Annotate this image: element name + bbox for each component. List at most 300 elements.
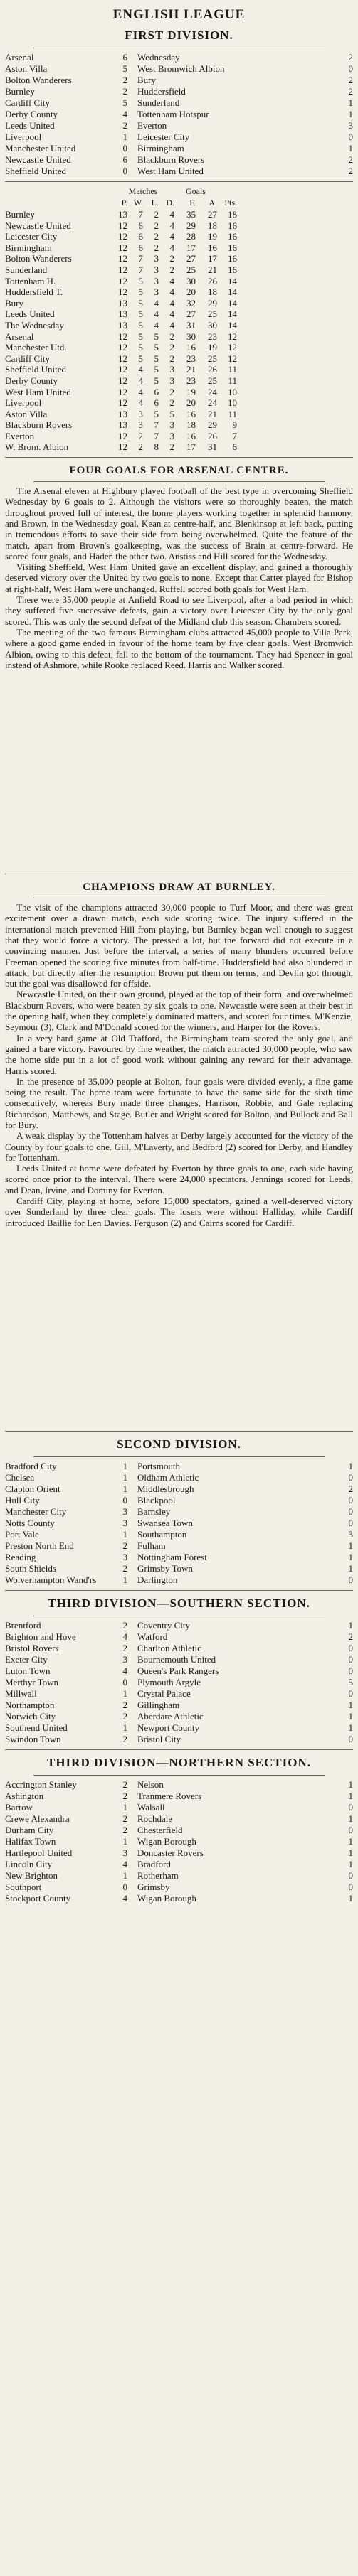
away-team: Gillingham <box>137 1700 180 1711</box>
paragraph: In the presence of 35,000 people at Bolton, four goals were divided evenly, a fine game being the result. The home team were fortunate to have the same side for the sixth time consecutively, whereas Bury made three changes, Harrison, Robbie, and Gale replacing Richardson, Matthews, and Stage. Butler and Wright scored for Bolton, and Bullock and Ball for Bury. <box>5 1075 353 1130</box>
result-row <box>5 1483 353 1495</box>
home-team: Preston North End <box>5 1540 74 1552</box>
home-team: Lincoln City <box>5 1859 53 1870</box>
divider <box>5 1590 353 1591</box>
stat-f: 30 <box>186 331 196 342</box>
away-team: Nelson <box>137 1779 164 1791</box>
away-score: 3 <box>348 1529 353 1540</box>
paragraph: The Arsenal eleven at Highbury played football of the best type in overcoming Sheffield Wednesday by 6 goals to 2. Although the visitors were so thoroughly beaten, the match throughout proved full of interest, the home players working together in splendid harmony, and Brown, in the Wednesday goal, Kean at centre-half, and Blenkinsop at left back, putting in tremendous efforts to save their side from being overwhelmed. Quite the feature of the match, apart from Brown's goalkeeping, was the success of Brain at centre-forward. He scored four goals, and Haden the other two. Anstiss and Hill scored for the Wednesday. <box>5 485 353 562</box>
home-score: 2 <box>122 1779 127 1791</box>
away-score: 1 <box>348 1847 353 1859</box>
stat-f: 21 <box>186 364 196 375</box>
stat-p: 12 <box>118 231 127 242</box>
away-score: 1 <box>348 97 353 108</box>
paragraph: In a very hard game at Old Trafford, the Birmingham team scored the only goal, and gained a bare victory. Favoured by fine weather, the match attracted 30,000 people, who saw the home side put in a lot of good work without gaining any reward for their advantage. Harris scored. <box>5 1032 353 1076</box>
matches-header: Matches <box>128 186 158 196</box>
home-score: 2 <box>122 1734 127 1745</box>
stat-f: 35 <box>186 209 196 220</box>
stat-pts: 14 <box>228 286 237 298</box>
stat-a: 17 <box>208 253 217 264</box>
home-team: Sheffield United <box>5 166 67 176</box>
home-score: 2 <box>122 1563 127 1574</box>
team-name: Blackburn Rovers <box>5 419 73 431</box>
home-team: Manchester United <box>5 143 76 154</box>
stat-pts: 12 <box>228 342 237 353</box>
stat-a: 31 <box>208 441 217 453</box>
stat-l: 8 <box>154 441 159 453</box>
home-score: 3 <box>122 1506 127 1518</box>
stat-pts: 10 <box>228 386 237 397</box>
stat-l: 3 <box>154 286 159 298</box>
result-row <box>5 1859 353 1870</box>
away-score: 0 <box>348 1654 353 1665</box>
away-team: Rochdale <box>137 1813 173 1825</box>
stat-a: 26 <box>208 364 217 375</box>
divider <box>5 1431 353 1432</box>
stat-l: 4 <box>154 308 159 320</box>
stat-d: 4 <box>169 319 174 331</box>
home-team: Wolverhampton Wand'rs <box>5 1574 97 1586</box>
home-score: 1 <box>122 1574 127 1586</box>
stat-p: 12 <box>118 220 127 231</box>
table-row <box>5 276 353 287</box>
away-team: Grimsby Town <box>137 1563 193 1574</box>
away-score: 0 <box>348 63 353 74</box>
stat-a: 29 <box>208 419 217 431</box>
home-score: 2 <box>122 1825 127 1836</box>
stat-p: 13 <box>118 408 127 419</box>
team-name: Leeds United <box>5 308 55 320</box>
stat-a: 24 <box>208 386 217 397</box>
away-score: 3 <box>348 120 353 131</box>
away-score: 2 <box>348 166 353 176</box>
home-score: 4 <box>122 109 127 119</box>
col-f: F. <box>189 198 196 208</box>
paragraph: Visiting Sheffield, West Ham United gave an excellent display, and gained a thoroughly deserved victory over the United by two goals to none. Except that Carter played for Bishop at right-half, West Ham were unchanged. Ruffell scored both goals for West Ham. <box>5 562 353 594</box>
home-team: Bolton Wanderers <box>5 75 72 85</box>
home-score: 0 <box>122 166 127 176</box>
away-team: Blackburn Rovers <box>137 154 205 165</box>
away-score: 0 <box>348 1870 353 1882</box>
away-score: 0 <box>348 1665 353 1677</box>
stat-d: 4 <box>169 286 174 298</box>
home-score: 2 <box>122 1791 127 1802</box>
result-row <box>5 109 353 120</box>
home-score: 0 <box>122 143 127 154</box>
team-name: Tottenham H. <box>5 275 56 286</box>
stat-w: 7 <box>138 253 143 264</box>
table-row <box>5 387 353 398</box>
away-team: Bradford <box>137 1859 171 1870</box>
stat-w: 5 <box>138 286 143 298</box>
home-score: 2 <box>122 1643 127 1654</box>
table-row <box>5 286 353 298</box>
stat-w: 5 <box>138 331 143 342</box>
stat-p: 12 <box>118 441 127 453</box>
table-row <box>5 231 353 242</box>
home-score: 0 <box>122 1882 127 1893</box>
stat-p: 12 <box>118 386 127 397</box>
away-team: Middlesbrough <box>137 1483 194 1495</box>
stat-pts: 16 <box>228 264 237 275</box>
result-row <box>5 1563 353 1574</box>
stat-d: 4 <box>169 308 174 320</box>
away-team: Crystal Palace <box>137 1688 191 1700</box>
team-name: Sheffield United <box>5 364 67 375</box>
stat-p: 13 <box>118 209 127 220</box>
divider <box>33 1775 325 1776</box>
away-team: Grimsby <box>137 1882 170 1893</box>
stat-l: 5 <box>154 408 159 419</box>
home-score: 2 <box>122 1540 127 1552</box>
stat-d: 2 <box>169 386 174 397</box>
away-score: 0 <box>348 132 353 142</box>
stat-pts: 10 <box>228 397 237 409</box>
stat-a: 21 <box>208 408 217 419</box>
team-name: Newcastle United <box>5 220 71 231</box>
home-score: 3 <box>122 1518 127 1529</box>
home-score: 1 <box>122 1483 127 1495</box>
away-team: West Ham United <box>137 166 204 176</box>
table-row <box>5 409 353 420</box>
result-row <box>5 1836 353 1847</box>
second-division-results <box>5 1461 353 1586</box>
stat-l: 5 <box>154 353 159 364</box>
stat-p: 13 <box>118 297 127 308</box>
stat-a: 23 <box>208 331 217 342</box>
home-score: 3 <box>122 1654 127 1665</box>
table-row <box>5 242 353 254</box>
home-team: Southend United <box>5 1722 68 1734</box>
divider <box>33 481 325 482</box>
stat-pts: 14 <box>228 319 237 331</box>
result-row <box>5 154 353 166</box>
stat-l: 2 <box>154 220 159 231</box>
away-score: 0 <box>348 1825 353 1836</box>
away-score: 0 <box>348 1802 353 1813</box>
stat-f: 16 <box>186 430 196 441</box>
goals-header: Goals <box>186 186 206 196</box>
away-score: 0 <box>348 1882 353 1893</box>
home-team: Port Vale <box>5 1529 39 1540</box>
away-team: Bury <box>137 75 156 85</box>
stat-w: 4 <box>138 386 143 397</box>
stat-pts: 14 <box>228 308 237 320</box>
home-score: 6 <box>122 154 127 165</box>
stat-f: 27 <box>186 253 196 264</box>
away-score: 1 <box>348 109 353 119</box>
stat-a: 25 <box>208 308 217 320</box>
table-row <box>5 220 353 232</box>
table-row <box>5 353 353 365</box>
away-team: Wigan Borough <box>137 1893 196 1904</box>
divider <box>5 181 353 182</box>
stat-pts: 18 <box>228 209 237 220</box>
stat-a: 16 <box>208 242 217 253</box>
away-team: Oldham Athletic <box>137 1472 199 1483</box>
stat-w: 6 <box>138 231 143 242</box>
home-team: Aston Villa <box>5 63 48 74</box>
result-row <box>5 1893 353 1904</box>
stat-p: 12 <box>118 331 127 342</box>
stat-w: 5 <box>138 308 143 320</box>
away-score: 1 <box>348 1722 353 1734</box>
home-team: Chelsea <box>5 1472 35 1483</box>
home-score: 4 <box>122 1859 127 1870</box>
stat-p: 13 <box>118 419 127 431</box>
table-row <box>5 253 353 264</box>
away-team: Birmingham <box>137 143 184 154</box>
stat-l: 7 <box>154 419 159 431</box>
col-a: A. <box>209 198 217 208</box>
home-score: 4 <box>122 1893 127 1904</box>
result-row <box>5 1779 353 1791</box>
home-team: Swindon Town <box>5 1734 61 1745</box>
home-score: 2 <box>122 1620 127 1631</box>
result-row <box>5 120 353 132</box>
away-score: 1 <box>348 1813 353 1825</box>
stat-w: 4 <box>138 397 143 409</box>
stat-pts: 12 <box>228 331 237 342</box>
result-row <box>5 1574 353 1586</box>
stat-w: 3 <box>138 408 143 419</box>
stat-p: 12 <box>118 286 127 298</box>
away-team: Nottingham Forest <box>137 1552 207 1563</box>
home-score: 2 <box>122 1813 127 1825</box>
home-score: 3 <box>122 1847 127 1859</box>
home-score: 2 <box>122 75 127 85</box>
stat-w: 6 <box>138 220 143 231</box>
stat-d: 2 <box>169 331 174 342</box>
team-name: Sunderland <box>5 264 48 275</box>
team-name: West Ham United <box>5 386 71 397</box>
stat-p: 12 <box>118 242 127 253</box>
home-score: 1 <box>122 1722 127 1734</box>
away-team: Blackpool <box>137 1495 176 1506</box>
stat-f: 28 <box>186 231 196 242</box>
stat-p: 13 <box>118 308 127 320</box>
report-one-heading: FOUR GOALS FOR ARSENAL CENTRE. <box>69 465 289 477</box>
stat-p: 12 <box>118 364 127 375</box>
stat-p: 12 <box>118 397 127 409</box>
stat-d: 4 <box>169 242 174 253</box>
away-score: 2 <box>348 1483 353 1495</box>
home-score: 1 <box>122 1688 127 1700</box>
result-row <box>5 1734 353 1745</box>
away-score: 1 <box>348 1893 353 1904</box>
away-team: Bristol City <box>137 1734 181 1745</box>
home-team: New Brighton <box>5 1870 58 1882</box>
team-name: Burnley <box>5 209 35 220</box>
result-row <box>5 1495 353 1506</box>
stat-w: 2 <box>138 441 143 453</box>
table-row <box>5 342 353 353</box>
result-row <box>5 166 353 177</box>
home-team: Clapton Orient <box>5 1483 60 1495</box>
result-row <box>5 1722 353 1734</box>
away-team: Swansea Town <box>137 1518 193 1529</box>
stat-a: 19 <box>208 342 217 353</box>
home-team: Leeds United <box>5 120 55 131</box>
table-header-group <box>5 186 353 198</box>
stat-f: 18 <box>186 419 196 431</box>
away-score: 1 <box>348 1620 353 1631</box>
stat-p: 12 <box>118 353 127 364</box>
away-team: Sunderland <box>137 97 180 108</box>
stat-w: 5 <box>138 342 143 353</box>
stat-a: 29 <box>208 297 217 308</box>
stat-d: 2 <box>169 441 174 453</box>
home-score: 2 <box>122 120 127 131</box>
stat-d: 2 <box>169 353 174 364</box>
divider <box>33 1456 325 1457</box>
away-score: 1 <box>348 143 353 154</box>
result-row <box>5 1882 353 1893</box>
away-score: 1 <box>348 1836 353 1847</box>
result-row <box>5 1540 353 1552</box>
stat-a: 21 <box>208 264 217 275</box>
result-row <box>5 1870 353 1882</box>
stat-w: 3 <box>138 419 143 431</box>
paragraph: Newcastle United, on their own ground, played at the top of their form, and overwhelmed Blackburn Rovers, who were beaten by six goals to one. Newcastle were seen at their best in the opening half, when they completely dominated matters, and scored four times. M'Kenzie, Seymour (3), Clark and M'Donald scored for the winners, and Harper for the Rovers. <box>5 989 353 1033</box>
stat-pts: 16 <box>228 253 237 264</box>
stat-a: 25 <box>208 353 217 364</box>
home-team: Stockport County <box>5 1893 71 1904</box>
away-team: Plymouth Argyle <box>137 1677 201 1688</box>
stat-l: 2 <box>154 209 159 220</box>
table-row <box>5 419 353 431</box>
result-row <box>5 143 353 154</box>
away-team: Barnsley <box>137 1506 171 1518</box>
away-team: Tottenham Hotspur <box>137 109 209 119</box>
result-row <box>5 1506 353 1518</box>
paragraph: There were 35,000 people at Anfield Road to see Liverpool, after a bad period in which they suffered five successive defeats, gain a victory over Leicester City by the only goal scored. This was only the second defeat of the Midland club this season. Chambers scored. <box>5 594 353 627</box>
away-score: 1 <box>348 1540 353 1552</box>
home-score: 1 <box>122 1472 127 1483</box>
stat-pts: 11 <box>228 375 237 386</box>
home-team: Brentford <box>5 1620 41 1631</box>
away-team: Chesterfield <box>137 1825 183 1836</box>
team-name: Liverpool <box>5 397 42 409</box>
first-division-heading: FIRST DIVISION. <box>125 28 233 42</box>
stat-l: 3 <box>154 275 159 286</box>
table-row <box>5 397 353 409</box>
stat-pts: 12 <box>228 353 237 364</box>
stat-f: 29 <box>186 220 196 231</box>
home-team: Derby County <box>5 109 58 119</box>
stat-a: 27 <box>208 209 217 220</box>
home-team: Norwich City <box>5 1711 56 1722</box>
result-row <box>5 1847 353 1859</box>
stat-w: 4 <box>138 364 143 375</box>
home-team: Bradford City <box>5 1461 57 1472</box>
team-name: W. Brom. Albion <box>5 441 69 453</box>
home-score: 1 <box>122 1461 127 1472</box>
home-team: Barrow <box>5 1802 33 1813</box>
paragraph: Cardiff City, playing at home, before 15,000 spectators, gained a well-deserved victory over Sunderland by three clear goals. The losers were without Halliday, while Cardiff introduced Baillie for Len Davies. Ferguson (2) and Cairns scored for Cardiff. <box>5 1196 353 1228</box>
third-southern-heading: THIRD DIVISION—SOUTHERN SECTION. <box>48 1596 310 1611</box>
result-row <box>5 1529 353 1540</box>
table-row <box>5 375 353 387</box>
stat-l: 4 <box>154 319 159 331</box>
stat-w: 7 <box>138 209 143 220</box>
stat-f: 17 <box>186 441 196 453</box>
stat-f: 23 <box>186 375 196 386</box>
divider <box>5 457 353 458</box>
home-team: Halifax Town <box>5 1836 56 1847</box>
stat-pts: 16 <box>228 231 237 242</box>
stat-a: 18 <box>208 220 217 231</box>
page-title: ENGLISH LEAGUE <box>112 7 246 22</box>
stat-a: 24 <box>208 397 217 409</box>
stat-p: 12 <box>118 275 127 286</box>
report-two-body <box>5 902 353 1427</box>
result-row <box>5 1711 353 1722</box>
home-score: 1 <box>122 1870 127 1882</box>
third-southern-results <box>5 1620 353 1745</box>
result-row <box>5 1802 353 1813</box>
stat-l: 4 <box>154 297 159 308</box>
stat-l: 5 <box>154 375 159 386</box>
stat-pts: 14 <box>228 275 237 286</box>
away-team: Tranmere Rovers <box>137 1791 202 1802</box>
home-score: 0 <box>122 1677 127 1688</box>
home-team: Exeter City <box>5 1654 48 1665</box>
stat-a: 25 <box>208 375 217 386</box>
home-team: Liverpool <box>5 132 42 142</box>
stat-f: 30 <box>186 275 196 286</box>
stat-pts: 14 <box>228 297 237 308</box>
away-team: West Bromwich Albion <box>137 63 225 74</box>
stat-a: 18 <box>208 286 217 298</box>
result-row <box>5 1700 353 1711</box>
stat-d: 3 <box>169 430 174 441</box>
stat-a: 26 <box>208 275 217 286</box>
home-team: Notts County <box>5 1518 55 1529</box>
result-row <box>5 1825 353 1836</box>
team-name: Cardiff City <box>5 353 50 364</box>
stat-f: 19 <box>186 386 196 397</box>
stat-d: 3 <box>169 419 174 431</box>
away-score: 2 <box>348 75 353 85</box>
stat-f: 25 <box>186 264 196 275</box>
away-team: Wednesday <box>137 52 180 63</box>
stat-f: 17 <box>186 242 196 253</box>
stat-pts: 16 <box>228 242 237 253</box>
away-team: Newport County <box>137 1722 200 1734</box>
result-row <box>5 86 353 97</box>
away-team: Bournemouth United <box>137 1654 216 1665</box>
stat-d: 2 <box>169 264 174 275</box>
stat-f: 32 <box>186 297 196 308</box>
home-score: 4 <box>122 1631 127 1643</box>
stat-l: 5 <box>154 364 159 375</box>
result-row <box>5 1518 353 1529</box>
table-row <box>5 209 353 220</box>
table-row <box>5 331 353 343</box>
stat-f: 23 <box>186 353 196 364</box>
home-team: Newcastle United <box>5 154 71 165</box>
stat-p: 13 <box>118 319 127 331</box>
first-division-results <box>5 52 353 177</box>
away-team: Everton <box>137 120 167 131</box>
table-row <box>5 298 353 309</box>
col-d: D. <box>166 198 174 208</box>
result-row <box>5 1665 353 1677</box>
stat-d: 4 <box>169 275 174 286</box>
away-score: 2 <box>348 52 353 63</box>
away-team: Leicester City <box>137 132 190 142</box>
